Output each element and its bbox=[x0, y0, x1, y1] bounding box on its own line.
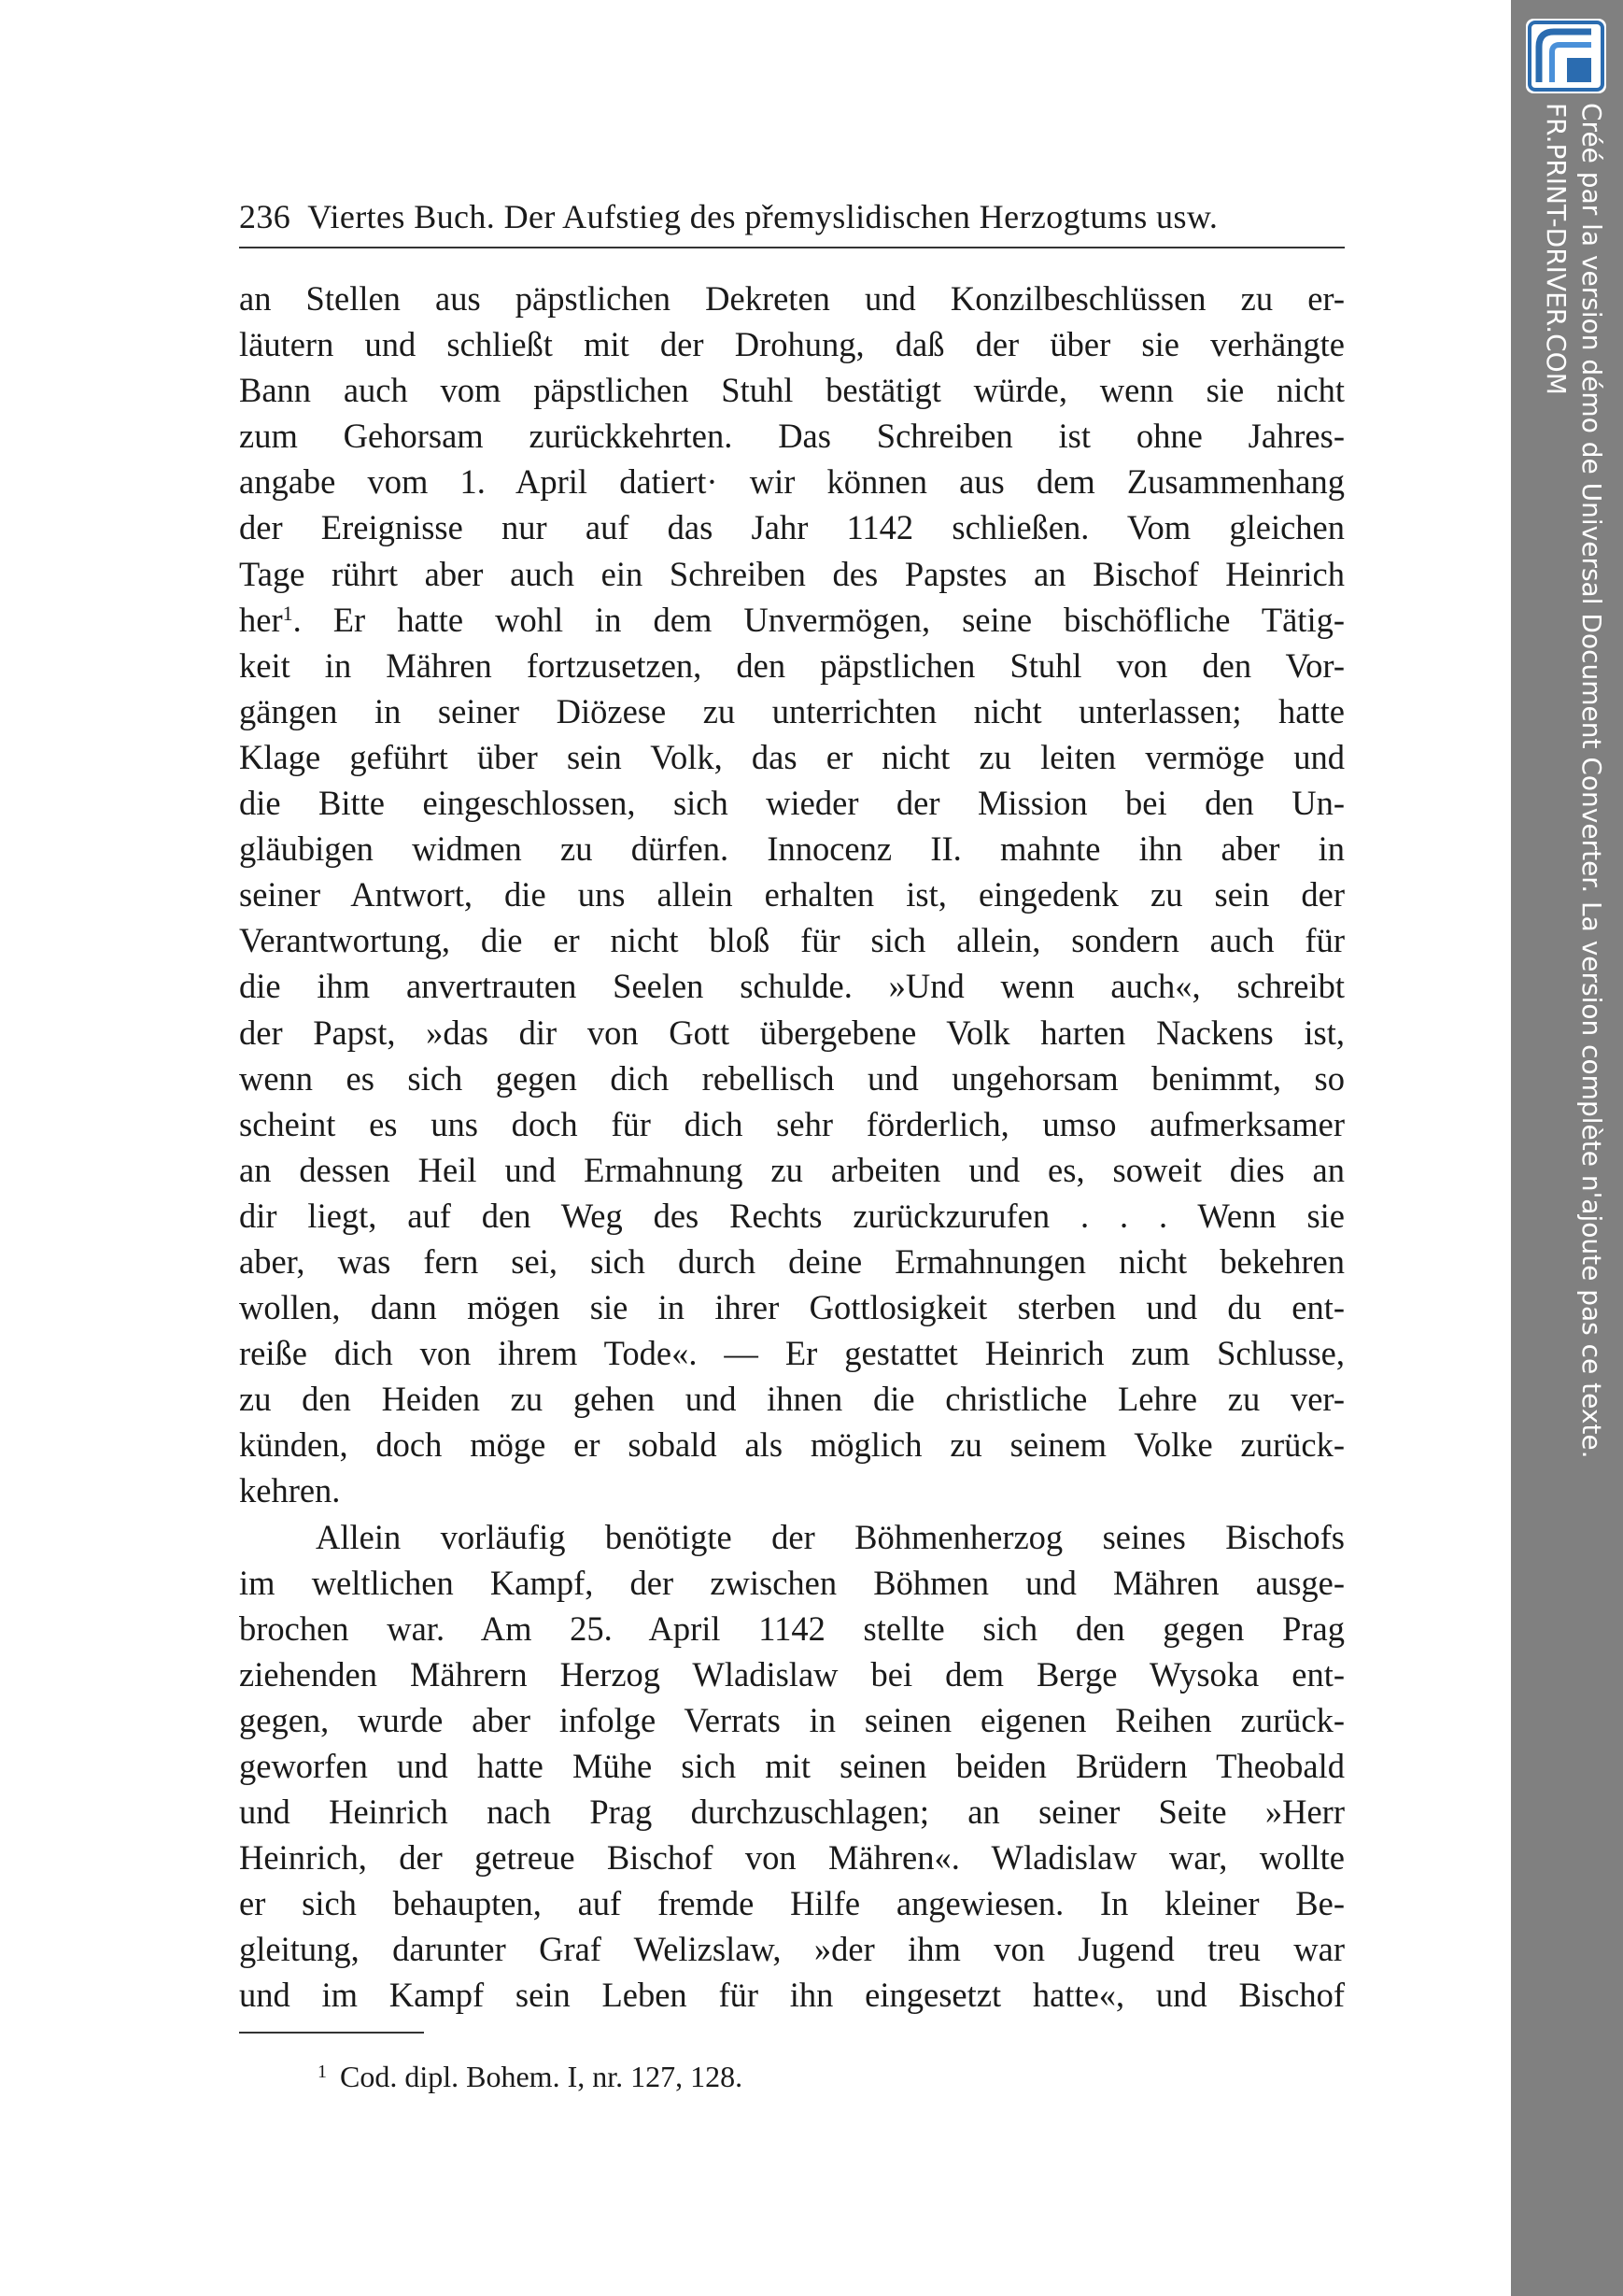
text-line: der Ereignisse nur auf das Jahr 1142 schließen. Vom gleichen bbox=[239, 508, 1345, 547]
text-line: gegen, wurde aber infolge Verrats in seinen eigenen Reihen zurück- bbox=[239, 1700, 1345, 1739]
text-line: zu den Heiden zu gehen und ihnen die christliche Lehre zu ver- bbox=[239, 1380, 1345, 1419]
text-line: die ihm anvertrauten Seelen schulde. »Und wenn auch«, schreibt bbox=[239, 967, 1345, 1006]
text-fragment: . Er hatte wohl in dem Unvermögen, seine bischöfliche Tätig- bbox=[292, 600, 1345, 639]
text-line: ziehenden Mährern Herzog Wladislaw bei dem Berge Wysoka ent- bbox=[239, 1654, 1345, 1694]
text-line: zum Gehorsam zurückkehrten. Das Schreiben ist ohne Jahres- bbox=[239, 417, 1345, 456]
footnote-number: 1 bbox=[318, 2062, 327, 2082]
footnote-rule bbox=[239, 2032, 424, 2034]
text-line: er sich behaupten, auf fremde Hilfe angewiesen. In kleiner Be- bbox=[239, 1884, 1345, 1923]
text-line: aber, was fern sei, sich durch deine Ermahnungen nicht bekehren bbox=[239, 1241, 1345, 1281]
text-line-with-footnote bbox=[239, 597, 1345, 643]
text-line: wollen, dann mögen sie in ihrer Gottlosigkeit sterben und du ent- bbox=[239, 1288, 1345, 1327]
text-line: angabe vom 1. April datiert· wir können aus dem Zusammenhang bbox=[239, 462, 1345, 502]
footnote bbox=[318, 2055, 1251, 2098]
text-line: wenn es sich gegen dich rebellisch und ungehorsam benimmt, so bbox=[239, 1058, 1345, 1098]
text-line: die Bitte eingeschlossen, sich wieder der Mission bei den Un- bbox=[239, 784, 1345, 823]
text-line: gläubigen widmen zu dürfen. Innocenz II. mahnte ihn aber in bbox=[239, 829, 1345, 869]
text-line: und Heinrich nach Prag durchzuschlagen; an seiner Seite »Herr bbox=[239, 1793, 1345, 1832]
page-number: 236 bbox=[239, 198, 291, 235]
text-line: läutern und schließt mit der Drohung, daß der über sie verhängte bbox=[239, 325, 1345, 364]
watermark-url: FR.PRINT-DRIVER.COM bbox=[1541, 103, 1572, 395]
body-text bbox=[239, 276, 1345, 2019]
text-line: gleitung, darunter Graf Welizslaw, »der ihm von Jugend treu war bbox=[239, 1930, 1345, 1969]
text-line: reiße dich von ihrem Tode«. — Er gestattet Heinrich zum Schlusse, bbox=[239, 1334, 1345, 1373]
document-converter-logo-icon bbox=[1526, 19, 1606, 93]
text-line: Bann auch vom päpstlichen Stuhl bestätigt würde, wenn sie nicht bbox=[239, 371, 1345, 410]
text-line: scheint es uns doch für dich sehr förderlich, umso aufmerksamer bbox=[239, 1104, 1345, 1143]
text-line: seiner Antwort, die uns allein erhalten ist, eingedenk zu sein der bbox=[239, 875, 1345, 914]
text-line: und im Kampf sein Leben für ihn eingesetzt hatte«, und Bischof bbox=[239, 1976, 1345, 2015]
text-line: an dessen Heil und Ermahnung zu arbeiten und es, soweit dies an bbox=[239, 1150, 1345, 1189]
text-line: Klage geführt über sein Volk, das er nicht zu leiten vermöge und bbox=[239, 737, 1345, 776]
footnote-text: Cod. dipl. Bohem. I, nr. 127, 128. bbox=[340, 2060, 743, 2093]
running-header bbox=[239, 191, 1345, 242]
text-line: Heinrich, der getreue Bischof von Mähren«. Wladislaw war, wollte bbox=[239, 1838, 1345, 1878]
text-line: Tage rührt aber auch ein Schreiben des Papstes an Bischof Heinrich bbox=[239, 554, 1345, 593]
text-line: geworfen und hatte Mühe sich mit seinen beiden Brüdern Theobald bbox=[239, 1747, 1345, 1785]
header-rule bbox=[239, 247, 1345, 248]
paragraph-start-line: Allein vorläufig benötigte der Böhmenherzog seines Bischofs bbox=[316, 1517, 1345, 1556]
footnote-marker: 1 bbox=[282, 601, 293, 625]
text-line: künden, doch möge er sobald als möglich zu seinem Volke zurück- bbox=[239, 1425, 1345, 1465]
text-line: brochen war. Am 25. April 1142 stellte sich den gegen Prag bbox=[239, 1609, 1345, 1648]
text-line: an Stellen aus päpstlichen Dekreten und Konzilbeschlüssen zu er- bbox=[239, 279, 1345, 318]
running-title: Viertes Buch. Der Aufstieg des přemyslidischen Herzogtums usw. bbox=[307, 198, 1219, 235]
text-line: kehren. bbox=[239, 1471, 341, 1510]
text-line: dir liegt, auf den Weg des Rechts zurückzurufen . . . Wenn sie bbox=[239, 1196, 1345, 1235]
text-line: der Papst, »das dir von Gott übergebene Volk harten Nackens ist, bbox=[239, 1013, 1345, 1052]
text-line: keit in Mähren fortzusetzen, den päpstlichen Stuhl von den Vor- bbox=[239, 645, 1345, 685]
text-line: Verantwortung, die er nicht bloß für sich allein, sondern auch für bbox=[239, 921, 1345, 960]
watermark-text bbox=[1537, 103, 1621, 1971]
text-line: im weltlichen Kampf, der zwischen Böhmen und Mähren ausge- bbox=[239, 1563, 1345, 1602]
watermark-line: Créé par la version démo de Universal Document Converter. La version complète n'ajoute pas ce texte. bbox=[1576, 103, 1607, 1459]
text-fragment: her bbox=[239, 600, 283, 639]
watermark-strip bbox=[1511, 0, 1623, 2296]
text-line: gängen in seiner Diözese zu unterrichten nicht unterlassen; hatte bbox=[239, 691, 1345, 730]
